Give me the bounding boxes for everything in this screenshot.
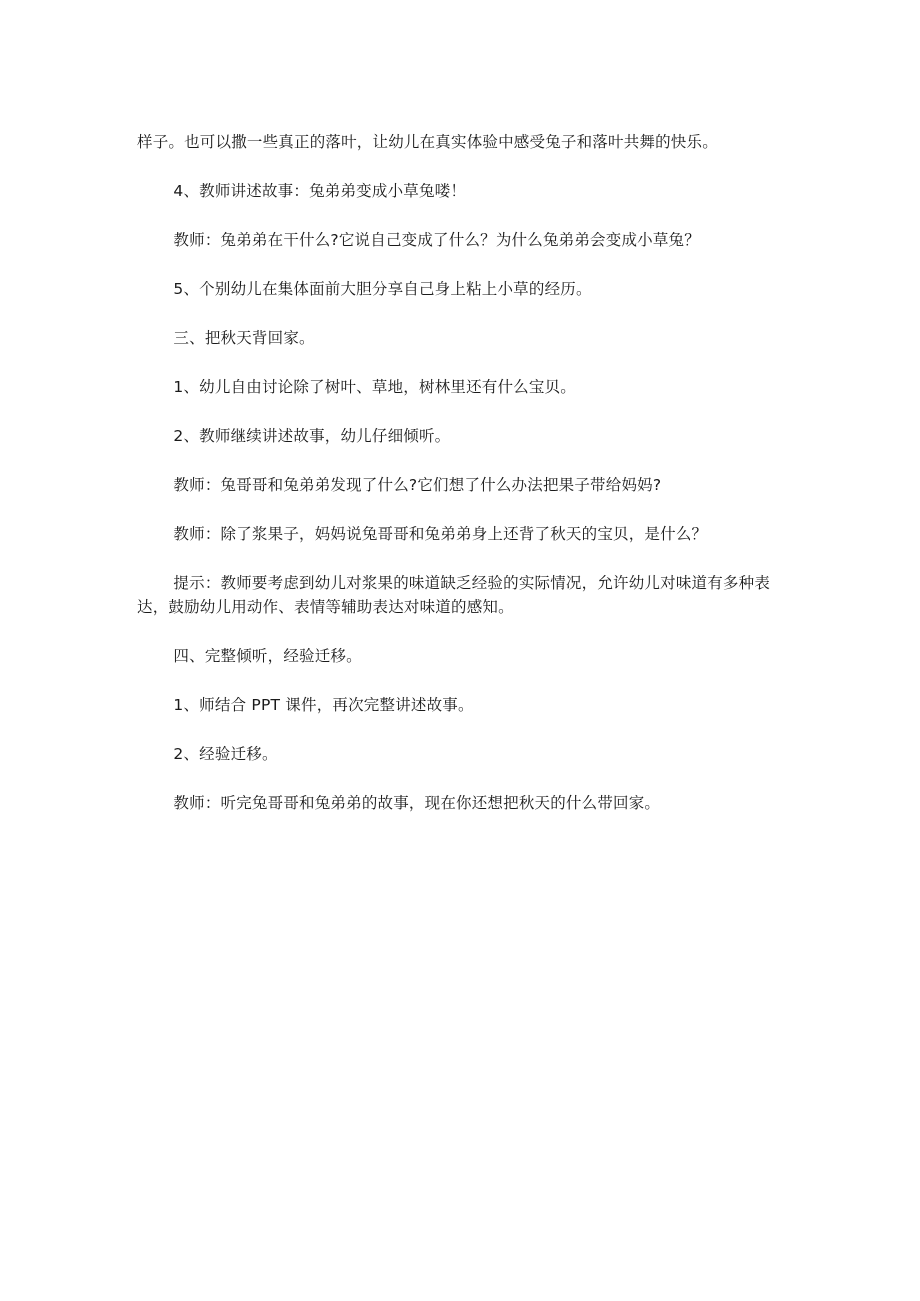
- paragraph-teacher-question-1: 教师：兔弟弟在干什么?它说自己变成了什么？为什么兔弟弟会变成小草兔？: [173, 231, 700, 249]
- paragraph-teacher-question-4: 教师：听完兔哥哥和兔弟弟的故事，现在你还想把秋天的什么带回家。: [173, 794, 661, 812]
- paragraph-step-5: 5、个别幼儿在集体面前大胆分享自己身上粘上小草的经历。: [173, 280, 592, 298]
- paragraph-section4-step-1: 1、师结合 PPT 课件，再次完整讲述故事。: [173, 696, 474, 714]
- paragraph-section4-step-2: 2、经验迁移。: [173, 745, 278, 763]
- paragraph-teacher-question-3: 教师：除了浆果子，妈妈说兔哥哥和兔弟弟身上还背了秋天的宝贝，是什么？: [173, 525, 708, 543]
- section-heading-3: 三、把秋天背回家。: [173, 329, 315, 347]
- paragraph-tip: 提示：教师要考虑到幼儿对浆果的味道缺乏经验的实际情况，允许幼儿对味道有多种表达，鼓励幼儿用动作、表情等辅助表达对味道的感知。: [137, 574, 771, 616]
- paragraph-section3-step-1: 1、幼儿自由讨论除了树叶、草地，树林里还有什么宝贝。: [173, 378, 576, 396]
- paragraph-section3-step-2: 2、教师继续讲述故事，幼儿仔细倾听。: [173, 427, 451, 445]
- section-heading-4: 四、完整倾听，经验迁移。: [173, 647, 362, 665]
- paragraph-continuation: 样子。也可以撒一些真正的落叶，让幼儿在真实体验中感受兔子和落叶共舞的快乐。: [137, 133, 718, 151]
- paragraph-step-4: 4、教师讲述故事：兔弟弟变成小草兔喽！: [173, 182, 467, 200]
- document-body: [137, 130, 787, 840]
- paragraph-teacher-question-2: 教师：兔哥哥和兔弟弟发现了什么?它们想了什么办法把果子带给妈妈?: [173, 476, 662, 494]
